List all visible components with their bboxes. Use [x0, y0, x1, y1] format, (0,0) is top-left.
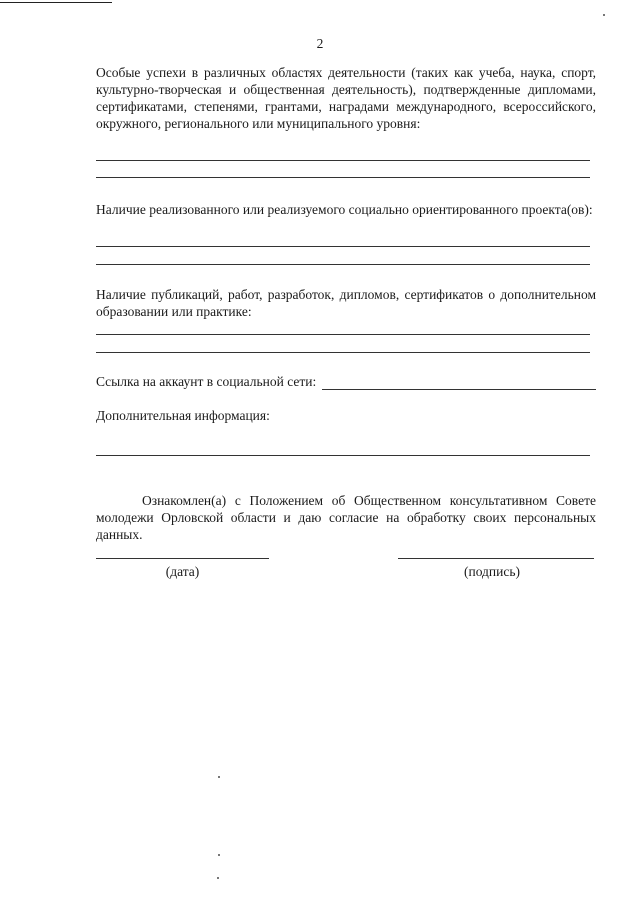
- date-input-line[interactable]: [96, 558, 269, 559]
- date-caption: (дата): [165, 564, 200, 579]
- publications-section: [96, 286, 596, 320]
- additional-info-label: Дополнительная информация:: [96, 408, 270, 423]
- social-link-label: Ссылка на аккаунт в социальной сети:: [96, 374, 317, 389]
- consent-section: [96, 492, 596, 543]
- achievements-lines: [96, 160, 596, 178]
- scan-artifact: [603, 14, 605, 16]
- achievements-section: [96, 64, 596, 132]
- publications-lines: [96, 334, 596, 353]
- scan-artifact: [218, 854, 220, 856]
- signature-caption: (подпись): [463, 564, 521, 579]
- additional-info-input-line[interactable]: [96, 455, 590, 456]
- social-project-section: [96, 201, 596, 218]
- achievements-input-line[interactable]: [96, 177, 590, 178]
- publications-input-line[interactable]: [96, 352, 590, 353]
- page-number: 2: [316, 36, 324, 51]
- additional-info-lines: [96, 455, 596, 456]
- signature-input-line[interactable]: [398, 558, 594, 559]
- social-project-input-line[interactable]: [96, 264, 590, 265]
- scan-artifact: [217, 877, 219, 879]
- social-project-input-line[interactable]: [96, 246, 590, 247]
- scan-corner-rule: [0, 2, 112, 3]
- publications-text: Наличие публикаций, работ, разработок, дипломов, сертификатов о дополнительном образовании или практике:: [96, 287, 596, 319]
- publications-input-line[interactable]: [96, 334, 590, 335]
- social-project-text: Наличие реализованного или реализуемого социально ориентированного проекта(ов):: [96, 202, 593, 217]
- consent-text: Ознакомлен(а) с Положением об Общественном консультативном Совете молодежи Орловской области и даю согласие на обработку своих персональных данных.: [96, 493, 596, 542]
- social-link-row: [96, 373, 596, 390]
- social-link-input-line[interactable]: [322, 375, 596, 390]
- additional-info-section: [96, 407, 596, 424]
- scan-artifact: [218, 776, 220, 778]
- achievements-input-line[interactable]: [96, 160, 590, 161]
- social-project-lines: [96, 246, 596, 265]
- achievements-text: Особые успехи в различных областях деятельности (таких как учеба, наука, спорт, культурно-творческая и общественная деятельность), подтвержденные дипломами, сертификатами, степенями, грантами, наградами международного, всероссийского, окружного, регионального или муниципального уровня:: [96, 65, 596, 131]
